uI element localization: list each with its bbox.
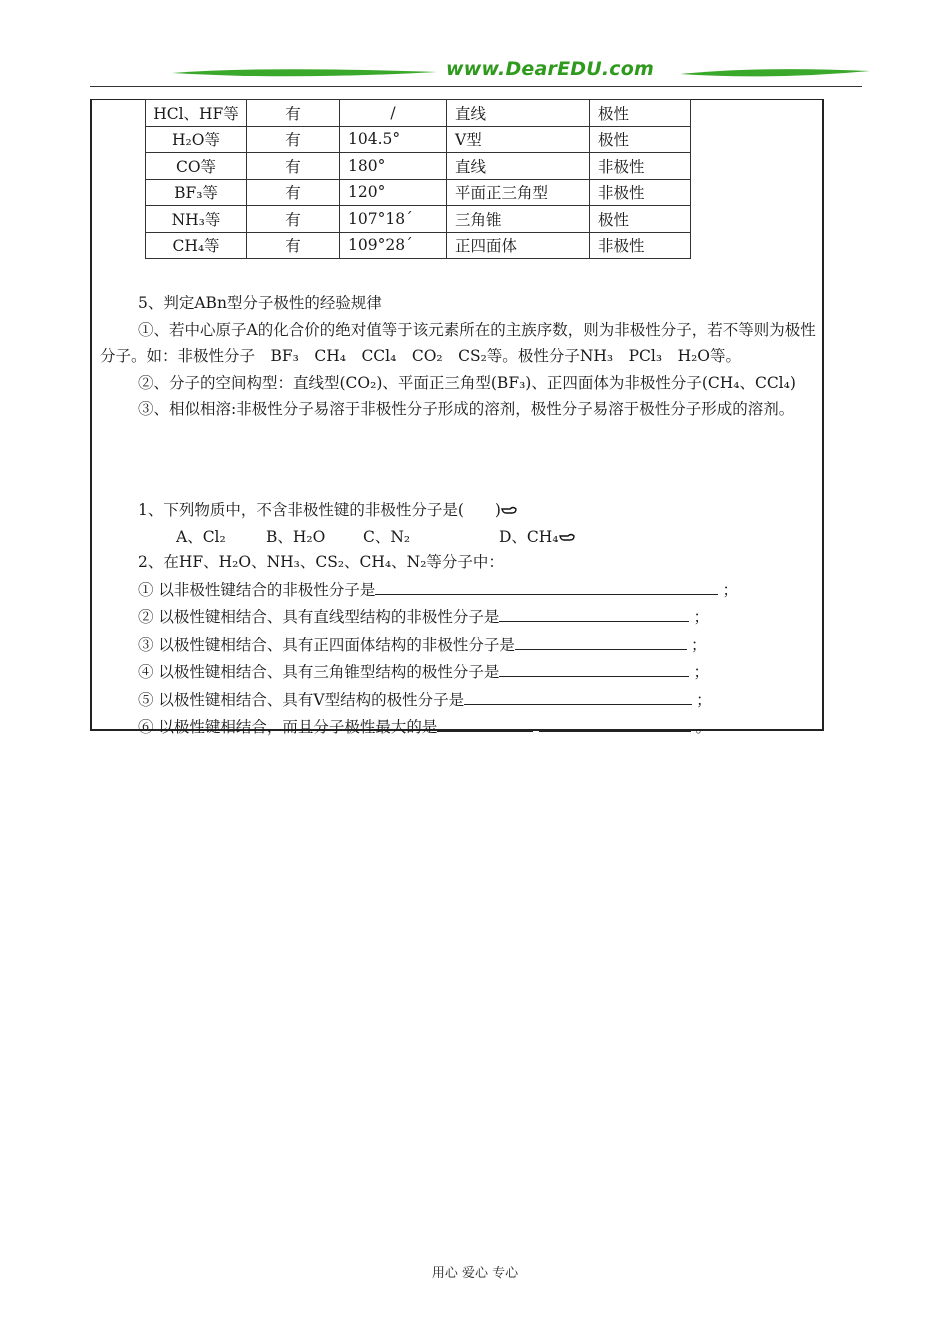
table-row [146, 100, 691, 127]
table-cell: 有 [247, 179, 340, 206]
table-cell: 极性 [590, 206, 691, 233]
question-2-item-6 [100, 713, 818, 741]
pointing-hand-icon [559, 532, 575, 542]
option-a: A、Cl₂ [176, 527, 226, 546]
answer-blank[interactable] [499, 658, 689, 677]
table-cell: H₂O等 [146, 126, 247, 153]
item-prompt: ④ 以极性键相结合、具有三角锥型结构的极性分子是 [138, 663, 500, 681]
answer-blank[interactable] [375, 576, 718, 595]
table-cell: BF₃等 [146, 179, 247, 206]
answer-blank[interactable] [515, 631, 687, 650]
table-cell: 180° [340, 153, 447, 180]
rule-2-paragraph: ②、分子的空间构型：直线型(CO₂)、平面正三角型(BF₃)、正四面体为非极性分子(CH₄、CCl₄) [138, 373, 796, 392]
table-cell: CO等 [146, 153, 247, 180]
table-cell: 极性 [590, 100, 691, 127]
table-cell: 直线 [447, 153, 590, 180]
item-prompt: ③ 以极性键相结合、具有正四面体结构的非极性分子是 [138, 635, 515, 654]
question-1-options [100, 524, 818, 551]
table-cell: 非极性 [590, 232, 691, 259]
molecule-geometry-table [145, 99, 691, 259]
table-row [146, 232, 691, 259]
question-1-block [100, 497, 818, 550]
item-terminator: ； [690, 635, 707, 654]
answer-blank[interactable] [437, 713, 533, 732]
table-row [146, 179, 691, 206]
answer-blank[interactable] [539, 713, 691, 732]
question-2-item-5 [100, 686, 818, 714]
site-logo: www.DearEDU.com [446, 58, 655, 80]
table-cell: 三角锥 [447, 206, 590, 233]
item-terminator: ； [693, 663, 709, 681]
table-cell: 有 [247, 126, 340, 153]
table-cell: 有 [247, 100, 340, 127]
table-row [146, 153, 691, 180]
item-prompt: ⑥ 以极性键相结合，而且分子极性最大的是 [138, 718, 438, 736]
table-cell: CH₄等 [146, 232, 247, 259]
table-cell: 非极性 [590, 153, 691, 180]
table-cell: 极性 [590, 126, 691, 153]
table-cell: 107°18´ [340, 206, 447, 233]
table-cell: 平面正三角型 [447, 179, 590, 206]
rule-3-paragraph: ③、相似相溶:非极性分子易溶于非极性分子形成的溶剂，极性分子易溶于极性分子形成的溶剂。 [138, 400, 795, 418]
question-2-block [100, 549, 818, 741]
table-cell: 109°28´ [340, 232, 447, 259]
question-2-stem: 2、在HF、H₂O、NH₃、CS₂、CH₄、N₂等分子中： [138, 553, 504, 571]
item-prompt: ① 以非极性键结合的非极性分子是 [138, 580, 376, 599]
question-2-item-2 [100, 603, 818, 631]
table-cell: 120° [340, 179, 447, 206]
item-prompt: ② 以极性键相结合、具有直线型结构的非极性分子是 [138, 608, 500, 626]
table-cell: V型 [447, 126, 590, 153]
table-cell: 104.5° [340, 126, 447, 153]
page-footer: 用心 爱心 专心 [431, 1266, 519, 1281]
section-5-block [100, 290, 818, 423]
page-header [90, 60, 862, 92]
pointing-hand-icon [501, 505, 517, 515]
option-d: D、CH₄ [499, 527, 559, 546]
table-cell: / [340, 100, 447, 127]
green-swoosh-right-decoration [680, 66, 870, 80]
rule-1-paragraph: ①、若中心原子A的化合价的绝对值等于该元素所在的主族序数，则为非极性分子，若不等则为极性分子。如：非极性分子 BF₃ CH₄ CCl₄ CO₂ CS₂等。极性分子NH₃ PCl₃ H₂O等。 [100, 320, 816, 365]
table-row [146, 126, 691, 153]
item-terminator: 。 [695, 718, 711, 736]
answer-blank[interactable] [464, 686, 692, 705]
question-2-item-1 [100, 576, 818, 604]
option-c: C、N₂ [363, 527, 411, 546]
green-swoosh-left-decoration [172, 66, 437, 80]
table-cell: 非极性 [590, 179, 691, 206]
header-rule [90, 86, 862, 87]
item-terminator: ； [696, 690, 712, 709]
question-2-item-4 [100, 658, 818, 686]
question-2-item-3 [100, 631, 818, 659]
table-cell: HCl、HF等 [146, 100, 247, 127]
option-b: B、H₂O [266, 527, 326, 546]
item-terminator: ； [722, 580, 738, 599]
table-row [146, 206, 691, 233]
answer-blank[interactable] [499, 603, 689, 622]
section-5-title: 5、判定ABn型分子极性的经验规律 [138, 294, 382, 312]
table-cell: 正四面体 [447, 232, 590, 259]
table-cell: 直线 [447, 100, 590, 127]
item-prompt: ⑤ 以极性键相结合、具有V型结构的极性分子是 [138, 690, 465, 709]
item-terminator: ； [693, 608, 709, 626]
table-cell: 有 [247, 153, 340, 180]
table-cell: 有 [247, 206, 340, 233]
table-cell: NH₃等 [146, 206, 247, 233]
table-cell: 有 [247, 232, 340, 259]
question-1-stem: 1、下列物质中，不含非极性键的非极性分子是( ) [138, 501, 501, 519]
